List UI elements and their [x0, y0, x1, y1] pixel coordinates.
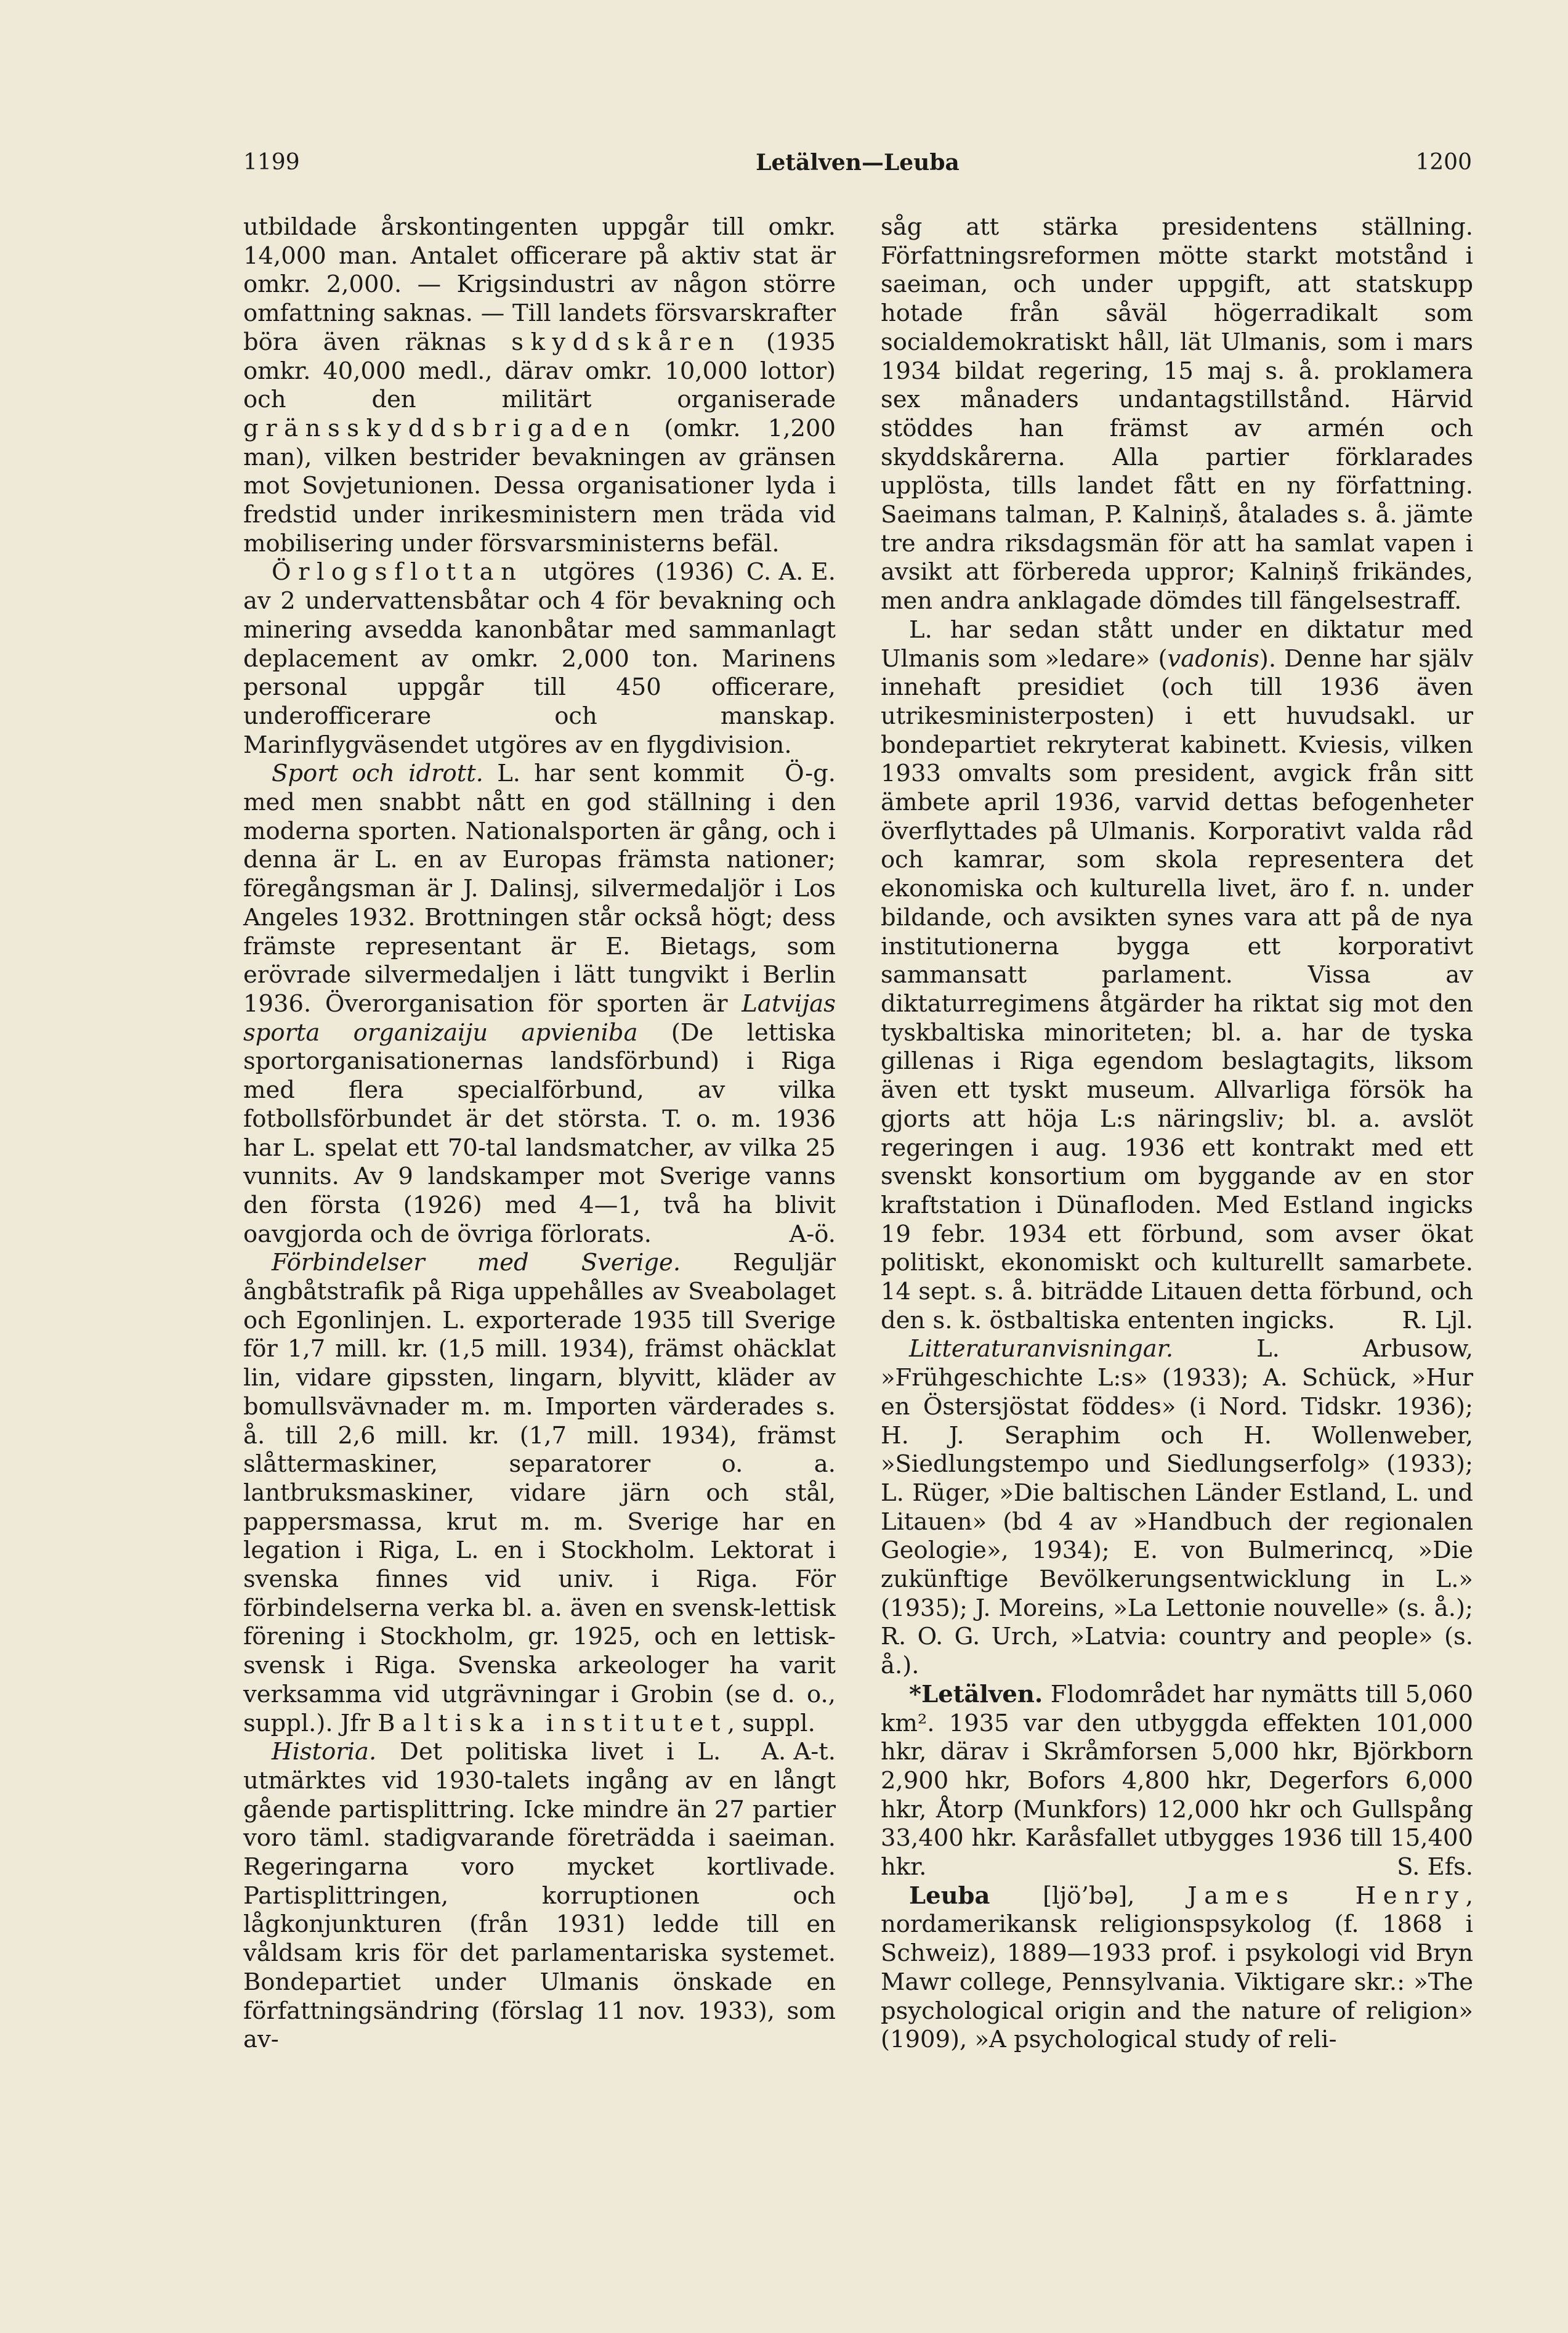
entry-leuba: Leuba [ljö’bə], James Henry, nordamerikansk religionspsykolog (f. 1868 i Schweiz), 1889—1933 prof. i psykologi vid Bryn Mawr college, Pennsylvania. Viktigare skr.: »The psychological origin and the nature of religion» (1909), »A psychological study of reli- [881, 1881, 1473, 2054]
signature: Ö-g. [785, 760, 836, 788]
paragraph-relations-sweden: Förbindelser med Sverige. Reguljär ångbåtstrafik på Riga uppehålles av Sveabolaget och Egonlinjen. L. exporterade 1935 till Sverige för 1,7 mill. kr. (1,5 mill. 1934), främst ohäcklat lin, vidare gipssten, lingarn, blyvitt, kläder av bomullsvävnader m. m. Importen värderades s. å. till 2,6 mill. kr. (1,7 mill. 1934), främst slåttermaskiner, separatorer o. a. lantbruksmaskiner, vidare järn och stål, pappersmassa, krut m. m. Sverige har en legation i Riga, L. en i Stockholm. Lektorat i svenska finnes vid univ. i Riga. För förbindelserna verka bl. a. även en svensk-lettisk förening i Stockholm, gr. 1925, och en lettisk-svensk i Riga. Svenska arkeologer ha varit verksamma vid utgrävningar i Grobin (se d. o., suppl.). Jfr Baltiska institutet, suppl. A. A-t. [243, 1249, 836, 1766]
page-header [243, 150, 1472, 187]
running-title: Letälven—Leuba [756, 150, 960, 176]
paragraph-literature: Litteraturanvisningar. L. Arbusow, »Frühgeschichte L:s» (1933); A. Schück, »Hur en Östersjöstat föddes» (i Nord. Tidskr. 1936); H. J. Seraphim och H. Wollenweber, »Siedlungstempo und Siedlungserfolg» (1933); L. Rüger, »Die baltischen Länder Estland, L. und Litauen» (bd 4 av »Handbuch der regionalen Geologie», 1934); E. von Bulmerincq, »Die zukünftige Bevölkerungsentwicklung in L.» (1935); J. Moreins, »La Lettonie nouvelle» (s. å.); R. O. G. Urch, »Latvia: country and people» (s. å.). [881, 1335, 1473, 1680]
entry-letalven: *Letälven. Flodområdet har nymätts till 5,060 km². 1935 var den utbyggda effekten 101,000 hkr, därav i Skråmforsen 5,000 hkr, Björkborn 2,900 hkr, Bofors 4,800 hkr, Degerfors 6,000 hkr, Åtorp (Munkfors) 12,000 hkr och Gullspång 33,400 hkr. Karåsfallet utbygges 1936 till 15,400 hkr. S. Efs. [881, 1680, 1473, 1881]
signature: R. Ljl. [1402, 1306, 1473, 1334]
paragraph-sport: Sport och idrott. L. har sent kommit med men snabbt nått en god ställning i den moderna sporten. Nationalsporten är gång, och i denna är L. en av Europas främsta nationer; föregångsman är J. Dalinsj, silvermedaljör i Los Angeles 1932. Brottningen står också högt; dess främste representant är E. Bietags, som erövrade silvermedaljen i lätt tungvikt i Berlin 1936. Överorganisation för sporten är Latvijas sporta organizaiju apvieniba (De lettiska sportorganisationernas landsförbund) i Riga med flera specialförbund, av vilka fotbollsförbundet är det största. T. o. m. 1936 har L. spelat ett 70-tal landsmatcher, av vilka 25 vunnits. Av 9 landskamper mot Sverige vanns den första (1926) med 4—1, två ha blivit oavgjorda och de övriga förlorats. A-ö. [243, 760, 836, 1248]
paragraph-dictatorship: L. har sedan stått under en diktatur med Ulmanis som »ledare» (vadonis). Denne har själv innehaft presidiet (och till 1936 även utrikesministerposten) i ett huvudsakl. ur bondepartiet rekryterat kabinett. Kviesis, vilken 1933 omvalts som president, avgick från sitt ämbete april 1936, varvid dettas befogenheter överflyttades på Ulmanis. Korporativt valda råd och kamrar, som skola representera det ekonomiska och kulturella livet, äro f. n. under bildande, och avsikten synes vara att på de nya institutionerna bygga ett korporativt sammansatt parlament. Vissa av diktaturregimens åtgärder ha riktat sig mot den tyskbaltiska minoriteten; bl. a. har de tyska gillenas i Riga egendom beslagtagits, liksom även ett tyskt museum. Allvarliga försök ha gjorts att höja L:s näringsliv; bl. a. avslöt regeringen i aug. 1936 ett kontrakt med ett svenskt konsortium om byggande av en stor kraftstation i Dünafloden. Med Estland ingicks 19 febr. 1934 ett förbund, som avser ökat politiskt, ekonomiskt och kulturellt samarbete. 14 sept. s. å. biträdde Litauen detta förbund, och den s. k. östbaltiska ententen ingicks. R. Ljl. [881, 615, 1473, 1334]
signature: A-ö. [789, 1220, 836, 1248]
left-page-number: 1199 [243, 150, 300, 175]
paragraph-history-cont: såg att stärka presidentens ställning. Författningsreformen mötte starkt motstånd i saeiman, och under uppgift, att statskupp hotade från såväl högerradikalt som socialdemokratiskt håll, lät Ulmanis, som i mars 1934 bildat regering, 15 maj s. å. proklamera sex månaders undantagstillstånd. Härvid stöddes han främst av armén och skyddskårerna. Alla partier förklarades upplösta, tills landet fått en ny författning. Saeimans talman, P. Kalniņš, åtalades s. å. jämte tre andra riksdagsmän för att ha samlat vapen i avsikt att förbereda uppror; Kalniņš frikändes, men andra anklagade dömdes till fängelsestraff. [881, 213, 1473, 615]
paragraph-defense: utbildade årskontingenten uppgår till omkr. 14,000 man. Antalet officerare på aktiv stat är omkr. 2,000. — Krigsindustri av någon större omfattning saknas. — Till landets försvarskrafter böra även räknas skyddskåren (1935 omkr. 40,000 medl., därav omkr. 10,000 lottor) och den militärt organiserade gränsskyddsbrigaden (omkr. 1,200 man), vilken bestrider bevakningen av gränsen mot Sovjetunionen. Dessa organisationer lyda i fredstid under inrikesministern men träda vid mobilisering under försvarsministerns befäl. C. A. E. [243, 213, 836, 586]
paragraph-history: Historia. Det politiska livet i L. utmärktes vid 1930-talets ingång av en långt gående partisplittring. Icke mindre än 27 partier voro täml. stadigvarande företrädda i saeiman. Regeringarna voro mycket kortlivade. Partisplittringen, korruptionen och lågkonjunkturen (från 1931) ledde till en våldsam kris för det parlamentariska systemet. Bondepartiet under Ulmanis önskade en författningsändring (förslag 11 nov. 1933), som av- [243, 1738, 836, 2054]
right-column [881, 213, 1473, 2055]
right-page-number: 1200 [1415, 150, 1472, 175]
left-column [243, 213, 836, 2055]
paragraph-navy: Örlogsflottan utgöres (1936) av 2 undervattensbåtar och 4 för bevakning och minering avsedda kanonbåtar med sammanlagt deplacement av omkr. 2,000 ton. Marinens personal uppgår till 450 officerare, underofficerare och manskap. Marinflygväsendet utgöres av en flygdivision. Ö-g. [243, 558, 836, 788]
signature: A. A-t. [761, 1738, 836, 1766]
signature: C. A. E. [746, 558, 836, 586]
signature: S. Efs. [1397, 1853, 1473, 1881]
